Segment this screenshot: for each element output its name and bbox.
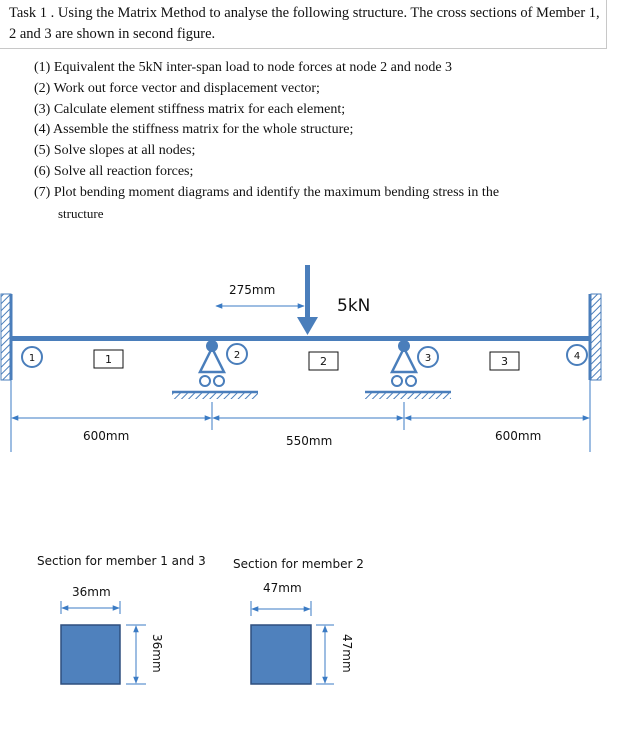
step-7-continuation: structure: [58, 205, 104, 221]
node-3-dot: [398, 340, 410, 352]
section-2-height-label: 47mm: [340, 634, 354, 673]
span-1-label: 600mm: [83, 429, 130, 443]
section-1-3-square: [61, 625, 120, 684]
node-4-label: 4: [573, 351, 581, 362]
task-heading: Task 1 . Using the Matrix Method to analyse the following structure. The cross sections of Member 1, 2 and 3 are shown in second figure.: [9, 5, 600, 42]
node-2-label: 2: [233, 350, 241, 361]
step-1: (1) Equivalent the 5kN inter-span load to node forces at node 2 and node 3: [34, 60, 453, 75]
load-arrow: [297, 265, 318, 335]
section-2-width-label: 47mm: [263, 581, 302, 595]
offset-dimension-label: 275mm: [229, 283, 276, 297]
step-5: (5) Solve slopes at all nodes;: [34, 143, 196, 159]
member-1-label: 1: [105, 353, 112, 366]
member-3-label: 3: [501, 355, 508, 368]
span-2-label: 550mm: [286, 434, 333, 448]
section-2-square: [251, 625, 311, 684]
node-1-label: 1: [28, 353, 36, 364]
step-6: (6) Solve all reaction forces;: [34, 163, 194, 179]
node-2-dot: [206, 340, 218, 352]
step-2: (2) Work out force vector and displacement vector;: [34, 80, 320, 96]
beam: [11, 336, 590, 341]
right-wall: [591, 294, 601, 380]
step-3: (3) Calculate element stiffness matrix for each element;: [34, 101, 346, 117]
member-2-label: 2: [320, 355, 327, 368]
step-4: (4) Assemble the stiffness matrix for the whole structure;: [34, 122, 354, 138]
section-1-3-height-label: 36mm: [150, 634, 164, 673]
section-2-title: Section for member 2: [233, 557, 364, 571]
section-1-3-title: Section for member 1 and 3: [37, 554, 206, 568]
node-3-label: 3: [424, 353, 432, 364]
load-label: 5kN: [337, 296, 371, 316]
section-1-3-width-label: 36mm: [72, 585, 111, 599]
step-7: (7) Plot bending moment diagrams and identify the maximum bending stress in the: [34, 184, 500, 200]
span-3-label: 600mm: [495, 429, 542, 443]
